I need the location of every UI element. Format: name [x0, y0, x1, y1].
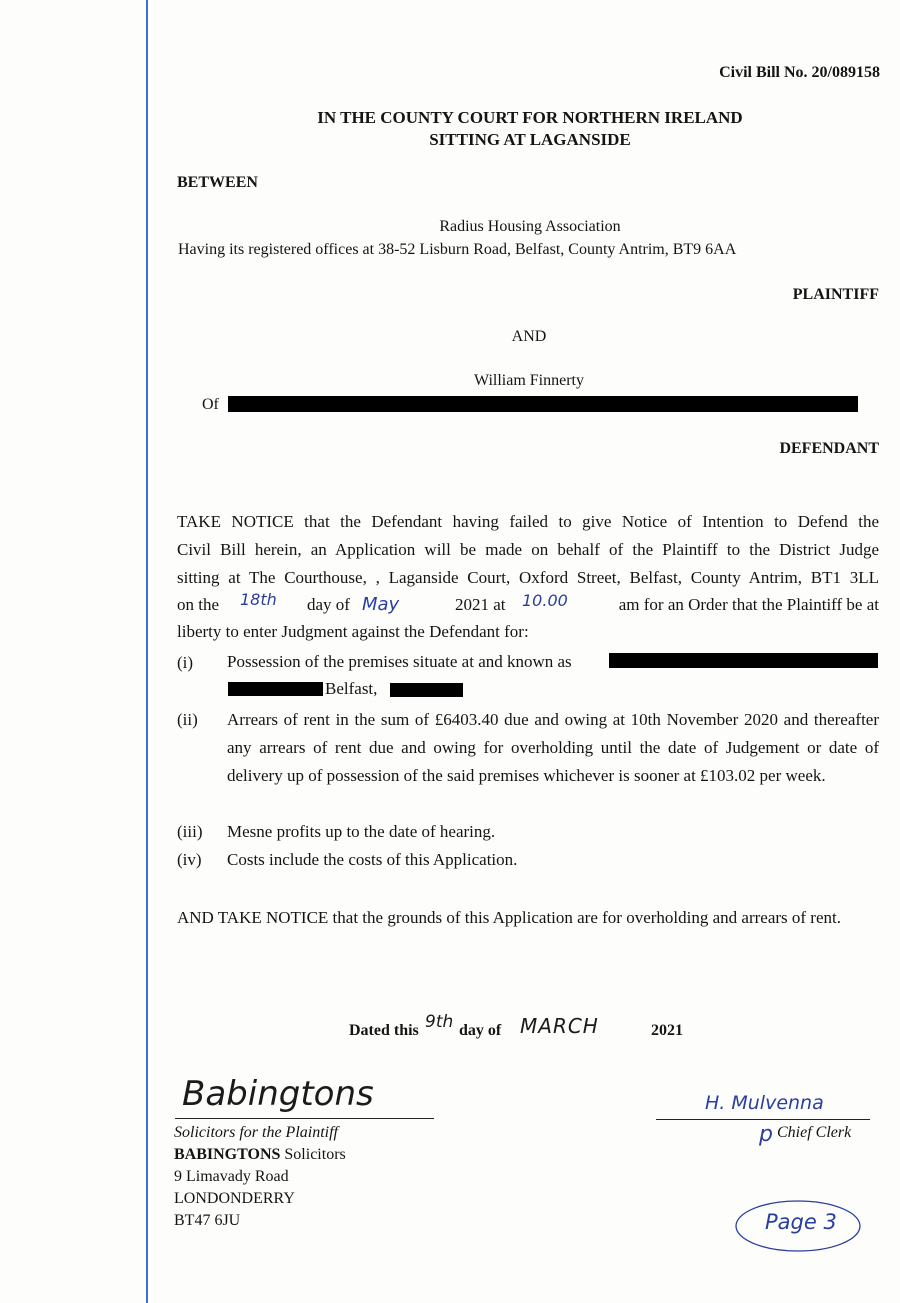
court-title-line1: IN THE COUNTY COURT FOR NORTHERN IRELAND [317, 108, 743, 127]
solicitor-address-line3: BT47 6JU [174, 1212, 241, 1229]
grounds-paragraph: AND TAKE NOTICE that the grounds of this Application are for overholding and arrears of rent. [177, 908, 841, 927]
plaintiff-name: Radius Housing Association [439, 218, 621, 235]
clerk-pp-mark: p [759, 1122, 773, 1147]
notice-line3: sitting at The Courthouse, , Laganside Court, Oxford Street, Belfast, County Antrim, BT1 3LL [177, 568, 879, 587]
margin-rule [146, 0, 148, 1303]
civil-bill-number: Civil Bill No. 20/089158 [719, 64, 880, 81]
court-title-line2: SITTING AT LAGANSIDE [429, 130, 631, 149]
plaintiff-address: Having its registered offices at 38-52 Lisburn Road, Belfast, County Antrim, BT9 6AA [178, 241, 737, 258]
redacted-postcode [390, 683, 463, 697]
notice-line1: TAKE NOTICE that the Defendant having failed to give Notice of Intention to Defend the [177, 512, 879, 531]
item-i-line1: Possession of the premises situate at and known as [227, 652, 572, 671]
defendant-role: DEFENDANT [779, 440, 879, 457]
item-iv-text: Costs include the costs of this Application. [227, 850, 518, 869]
item-iii-text: Mesne profits up to the date of hearing. [227, 822, 496, 841]
item-i-number: (i) [177, 653, 194, 672]
item-i-line2: Belfast, [325, 679, 378, 698]
notice-year-at: 2021 at [455, 595, 506, 614]
handwritten-time: 10.00 [522, 591, 568, 610]
defendant-of-label: Of [202, 396, 219, 413]
dated-prefix: Dated this [349, 1022, 419, 1039]
handwritten-day: 18th [240, 590, 277, 609]
item-ii-number: (ii) [177, 710, 198, 729]
solicitor-address-line2: LONDONDERRY [174, 1190, 295, 1207]
handwritten-page-note: Page 3 [765, 1210, 837, 1234]
notice-on-the: on the [177, 595, 220, 614]
dated-year: 2021 [651, 1022, 683, 1039]
notice-line2: Civil Bill herein, an Application will be made on behalf of the Plaintiff to the District Judge [177, 540, 879, 559]
between-label: BETWEEN [177, 174, 258, 191]
handwritten-dated-month: MARCH [520, 1014, 599, 1038]
handwritten-dated-day: 9th [425, 1012, 454, 1032]
item-ii-text: Arrears of rent in the sum of £6403.40 due and owing at 10th November 2020 and thereafter any arrears of rent due and owing for overholding until the date of Judgement or date of delivery up of possession of the said premises whichever is sooner at £103.02 per week. [227, 710, 879, 785]
notice-day-of: day of [307, 595, 350, 614]
solicitor-signature: Babingtons [182, 1074, 374, 1114]
redacted-premises-1 [609, 653, 878, 668]
clerk-caption: Chief Clerk [777, 1124, 852, 1141]
defendant-name: William Finnerty [473, 372, 584, 389]
redacted-address [228, 396, 858, 412]
solicitor-address-line1: 9 Limavady Road [174, 1168, 289, 1185]
solicitor-caption: Solicitors for the Plaintiff [174, 1124, 338, 1141]
redacted-premises-2 [228, 682, 323, 696]
solicitor-signature-line [175, 1118, 434, 1119]
handwritten-month: May [362, 594, 400, 615]
item-iv-number: (iv) [177, 850, 202, 869]
dated-day-of: day of [459, 1022, 502, 1039]
notice-line5: liberty to enter Judgment against the Defendant for: [177, 622, 529, 641]
clerk-signature-line [656, 1119, 870, 1120]
solicitor-firm: BABINGTONS Solicitors [174, 1146, 346, 1163]
clerk-signature: H. Mulvenna [705, 1092, 824, 1114]
notice-am-rest: am for an Order that the Plaintiff be at [618, 595, 879, 614]
and-label: AND [511, 328, 547, 345]
plaintiff-role: PLAINTIFF [792, 286, 879, 303]
item-iii-number: (iii) [177, 822, 203, 841]
